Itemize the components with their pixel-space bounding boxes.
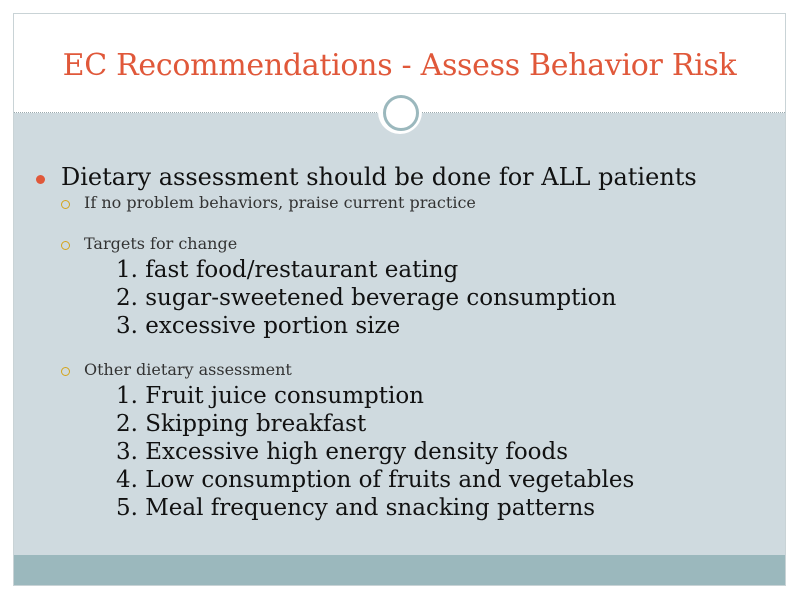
sub-bullet-other: Other dietary assessment: [84, 360, 292, 379]
slide-title: EC Recommendations - Assess Behavior Risk: [62, 48, 737, 83]
ring-ornament-icon: [383, 95, 419, 131]
other-item-1: 1. Fruit juice consumption: [116, 383, 424, 409]
slide-body: [14, 113, 785, 558]
hollow-circle-bullet-icon: [61, 200, 70, 209]
other-item-2: 2. Skipping breakfast: [116, 411, 367, 437]
filled-circle-bullet-icon: [36, 175, 45, 184]
other-item-4: 4. Low consumption of fruits and vegetables: [116, 467, 635, 493]
other-item-3: 3. Excessive high energy density foods: [116, 439, 569, 465]
sub-bullet-praise: If no problem behaviors, praise current practice: [84, 193, 476, 212]
sub-bullet-targets: Targets for change: [84, 234, 238, 253]
hollow-circle-bullet-icon: [61, 241, 70, 250]
hollow-circle-bullet-icon: [61, 367, 70, 376]
other-item-5: 5. Meal frequency and snacking patterns: [116, 495, 596, 521]
target-item-3: 3. excessive portion size: [116, 313, 401, 339]
footer-band: [14, 555, 785, 585]
target-item-1: 1. fast food/restaurant eating: [116, 257, 459, 283]
slide: [13, 13, 786, 586]
target-item-2: 2. sugar-sweetened beverage consumption: [116, 285, 617, 311]
content-area: [14, 113, 785, 558]
main-bullet-text: Dietary assessment should be done for ALL patients: [61, 163, 697, 191]
